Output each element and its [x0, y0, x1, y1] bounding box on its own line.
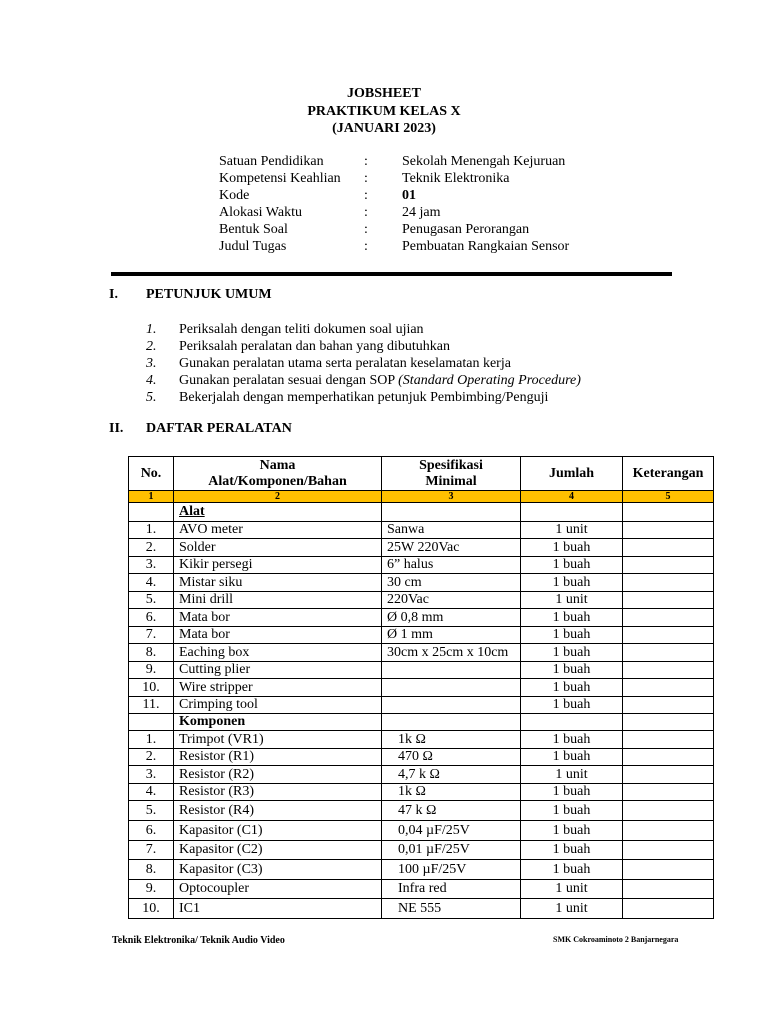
row-spec	[382, 697, 521, 714]
table-header-row	[129, 457, 714, 491]
col-header-jumlah: Jumlah	[521, 457, 623, 491]
row-spec	[382, 679, 521, 697]
meta-sep: :	[364, 171, 368, 186]
row-name: Mata bor	[174, 627, 382, 644]
col-header-keterangan: Keterangan	[623, 457, 714, 491]
footer-right: SMK Cokroaminoto 2 Banjarnegara	[553, 935, 679, 944]
table-group-row	[129, 503, 714, 522]
row-quantity: 1 buah	[521, 697, 623, 714]
empty-cell	[623, 714, 714, 731]
col-header-spec-line2: Minimal	[425, 473, 477, 489]
row-name: Kapasitor (C2)	[174, 841, 382, 860]
col-header-spesifikasi	[382, 457, 521, 491]
row-number: 7.	[129, 841, 174, 860]
row-note	[623, 522, 714, 539]
col-header-nama	[174, 457, 382, 491]
row-quantity: 1 buah	[521, 644, 623, 662]
row-number: 7.	[129, 627, 174, 644]
row-number: 11.	[129, 697, 174, 714]
table-row	[129, 860, 714, 880]
row-spec: 1k Ω	[382, 731, 521, 749]
list-text: Periksalah peralatan dan bahan yang dibutuhkan	[179, 339, 450, 354]
row-name: Resistor (R3)	[174, 784, 382, 801]
row-note	[623, 574, 714, 592]
table-row	[129, 749, 714, 766]
row-number: 1.	[129, 522, 174, 539]
row-quantity: 1 buah	[521, 821, 623, 841]
section-heading-petunjuk	[109, 287, 272, 303]
row-note	[623, 731, 714, 749]
row-quantity: 1 buah	[521, 679, 623, 697]
row-number: 3.	[129, 766, 174, 784]
list-text: Bekerjalah dengan memperhatikan petunjuk Pembimbing/Penguji	[179, 390, 549, 405]
meta-key: Judul Tugas	[219, 239, 287, 254]
row-spec	[382, 662, 521, 679]
row-number: 8.	[129, 644, 174, 662]
row-spec: Infra red	[382, 880, 521, 899]
table-row	[129, 821, 714, 841]
table-row	[129, 679, 714, 697]
meta-row	[219, 187, 569, 204]
row-quantity: 1 unit	[521, 592, 623, 609]
row-number: 2.	[129, 539, 174, 557]
row-spec: 100 µF/25V	[382, 860, 521, 880]
row-name: Cutting plier	[174, 662, 382, 679]
row-spec: Ø 1 mm	[382, 627, 521, 644]
meta-key: Kode	[219, 188, 250, 203]
table-row	[129, 627, 714, 644]
row-quantity: 1 buah	[521, 609, 623, 627]
row-number: 1.	[129, 731, 174, 749]
row-note	[623, 841, 714, 860]
table-index-row	[129, 491, 714, 503]
divider-rule	[111, 272, 672, 276]
row-name: IC1	[174, 899, 382, 919]
row-quantity: 1 buah	[521, 801, 623, 821]
list-number: 4.	[146, 373, 157, 388]
meta-value: 24 jam	[402, 205, 441, 220]
row-spec: 1k Ω	[382, 784, 521, 801]
row-spec: 470 Ω	[382, 749, 521, 766]
meta-row	[219, 153, 569, 170]
section-title: PETUNJUK UMUM	[146, 287, 272, 302]
list-text: Periksalah dengan teliti dokumen soal ujian	[179, 322, 424, 337]
list-number: 2.	[146, 339, 157, 354]
meta-sep: :	[364, 205, 368, 220]
row-note	[623, 592, 714, 609]
row-name: Trimpot (VR1)	[174, 731, 382, 749]
row-quantity: 1 buah	[521, 539, 623, 557]
row-note	[623, 801, 714, 821]
row-number: 5.	[129, 801, 174, 821]
empty-cell	[623, 503, 714, 522]
instruction-list	[146, 321, 581, 406]
row-note	[623, 627, 714, 644]
header-subtitle: PRAKTIKUM KELAS X	[307, 103, 461, 119]
meta-key: Kompetensi Keahlian	[219, 171, 341, 186]
row-number: 6.	[129, 821, 174, 841]
list-item	[146, 389, 581, 406]
row-quantity: 1 buah	[521, 749, 623, 766]
list-number: 1.	[146, 322, 157, 337]
row-number: 6.	[129, 609, 174, 627]
row-note	[623, 749, 714, 766]
row-quantity: 1 buah	[521, 860, 623, 880]
table-row	[129, 592, 714, 609]
row-note	[623, 697, 714, 714]
meta-key: Bentuk Soal	[219, 222, 288, 237]
list-text-italic: (Standard Operating Procedure)	[398, 373, 581, 388]
row-quantity: 1 buah	[521, 841, 623, 860]
table-row	[129, 574, 714, 592]
group-label: Komponen	[174, 714, 382, 731]
row-name: Optocoupler	[174, 880, 382, 899]
empty-cell	[521, 714, 623, 731]
meta-value: 01	[402, 188, 416, 203]
meta-row	[219, 221, 569, 238]
meta-row	[219, 204, 569, 221]
section-heading-daftar	[109, 421, 292, 437]
row-name: Mistar siku	[174, 574, 382, 592]
row-spec: 0,01 µF/25V	[382, 841, 521, 860]
row-quantity: 1 buah	[521, 784, 623, 801]
row-spec: 4,7 k Ω	[382, 766, 521, 784]
row-spec: 0,04 µF/25V	[382, 821, 521, 841]
meta-sep: :	[364, 239, 368, 254]
index-cell: 5	[623, 491, 714, 503]
meta-row	[219, 170, 569, 187]
section-number: II.	[109, 421, 124, 436]
row-name: AVO meter	[174, 522, 382, 539]
table-row	[129, 697, 714, 714]
table-row	[129, 766, 714, 784]
row-note	[623, 899, 714, 919]
row-number: 4.	[129, 784, 174, 801]
header-date: (JANUARI 2023)	[332, 121, 436, 136]
row-number: 2.	[129, 749, 174, 766]
row-quantity: 1 buah	[521, 731, 623, 749]
empty-cell	[129, 714, 174, 731]
col-header-no: No.	[129, 457, 174, 491]
meta-value: Penugasan Perorangan	[402, 222, 530, 237]
row-name: Resistor (R1)	[174, 749, 382, 766]
row-spec: NE 555	[382, 899, 521, 919]
row-spec: 6” halus	[382, 557, 521, 574]
row-number: 9.	[129, 880, 174, 899]
row-number: 5.	[129, 592, 174, 609]
list-item	[146, 355, 581, 372]
row-note	[623, 644, 714, 662]
meta-value: Teknik Elektronika	[402, 171, 510, 186]
table-row	[129, 609, 714, 627]
table-row	[129, 899, 714, 919]
row-name: Solder	[174, 539, 382, 557]
list-number: 5.	[146, 390, 157, 405]
table-row	[129, 801, 714, 821]
meta-value: Pembuatan Rangkaian Sensor	[402, 239, 570, 254]
empty-cell	[382, 714, 521, 731]
row-spec: Ø 0,8 mm	[382, 609, 521, 627]
index-cell: 3	[382, 491, 521, 503]
row-quantity: 1 buah	[521, 557, 623, 574]
row-note	[623, 609, 714, 627]
table-row	[129, 784, 714, 801]
table-group-row	[129, 714, 714, 731]
meta-key: Alokasi Waktu	[219, 205, 302, 220]
row-note	[623, 880, 714, 899]
table-row	[129, 539, 714, 557]
list-text: Gunakan peralatan utama serta peralatan keselamatan kerja	[179, 356, 511, 371]
row-name: Mini drill	[174, 592, 382, 609]
equipment-table	[128, 456, 714, 919]
row-quantity: 1 unit	[521, 522, 623, 539]
row-quantity: 1 buah	[521, 574, 623, 592]
row-number: 3.	[129, 557, 174, 574]
section-number: I.	[109, 287, 118, 302]
row-note	[623, 860, 714, 880]
header-title: JOBSHEET	[347, 86, 421, 101]
list-item	[146, 372, 581, 389]
row-name: Mata bor	[174, 609, 382, 627]
row-number: 10.	[129, 899, 174, 919]
table-row	[129, 522, 714, 539]
row-quantity: 1 unit	[521, 899, 623, 919]
row-note	[623, 821, 714, 841]
row-note	[623, 679, 714, 697]
document-header	[0, 85, 768, 138]
row-quantity: 1 unit	[521, 766, 623, 784]
section-title: DAFTAR PERALATAN	[146, 421, 292, 436]
table-row	[129, 662, 714, 679]
meta-sep: :	[364, 188, 368, 203]
row-note	[623, 662, 714, 679]
group-label: Alat	[174, 503, 382, 522]
row-name: Kapasitor (C1)	[174, 821, 382, 841]
row-note	[623, 784, 714, 801]
row-name: Resistor (R2)	[174, 766, 382, 784]
row-spec: 47 k Ω	[382, 801, 521, 821]
list-item	[146, 338, 581, 355]
meta-row	[219, 238, 569, 255]
row-number: 10.	[129, 679, 174, 697]
row-note	[623, 539, 714, 557]
row-name: Resistor (R4)	[174, 801, 382, 821]
row-spec: 30 cm	[382, 574, 521, 592]
row-name: Eaching box	[174, 644, 382, 662]
meta-block	[219, 153, 569, 255]
row-name: Kapasitor (C3)	[174, 860, 382, 880]
row-quantity: 1 buah	[521, 662, 623, 679]
col-header-nama-line2: Alat/Komponen/Bahan	[208, 473, 347, 489]
row-spec: 220Vac	[382, 592, 521, 609]
footer-left: Teknik Elektronika/ Teknik Audio Video	[112, 935, 285, 946]
row-spec: 25W 220Vac	[382, 539, 521, 557]
row-number: 9.	[129, 662, 174, 679]
row-note	[623, 557, 714, 574]
list-text: Gunakan peralatan sesuai dengan SOP	[179, 373, 399, 388]
row-quantity: 1 unit	[521, 880, 623, 899]
row-spec: Sanwa	[382, 522, 521, 539]
meta-value: Sekolah Menengah Kejuruan	[402, 154, 566, 169]
col-header-nama-line1: Nama	[259, 457, 296, 473]
list-number: 3.	[146, 356, 157, 371]
row-spec: 30cm x 25cm x 10cm	[382, 644, 521, 662]
meta-sep: :	[364, 154, 368, 169]
row-number: 4.	[129, 574, 174, 592]
table-row	[129, 841, 714, 860]
row-name: Crimping tool	[174, 697, 382, 714]
table-row	[129, 644, 714, 662]
table-row	[129, 880, 714, 899]
table-row	[129, 731, 714, 749]
meta-key: Satuan Pendidikan	[219, 154, 324, 169]
table-row	[129, 557, 714, 574]
index-cell: 4	[521, 491, 623, 503]
row-note	[623, 766, 714, 784]
empty-cell	[129, 503, 174, 522]
col-header-spec-line1: Spesifikasi	[419, 457, 483, 473]
row-name: Kikir persegi	[174, 557, 382, 574]
index-cell: 2	[174, 491, 382, 503]
empty-cell	[382, 503, 521, 522]
row-quantity: 1 buah	[521, 627, 623, 644]
row-name: Wire stripper	[174, 679, 382, 697]
index-cell: 1	[129, 491, 174, 503]
list-item	[146, 321, 581, 338]
empty-cell	[521, 503, 623, 522]
meta-sep: :	[364, 222, 368, 237]
row-number: 8.	[129, 860, 174, 880]
